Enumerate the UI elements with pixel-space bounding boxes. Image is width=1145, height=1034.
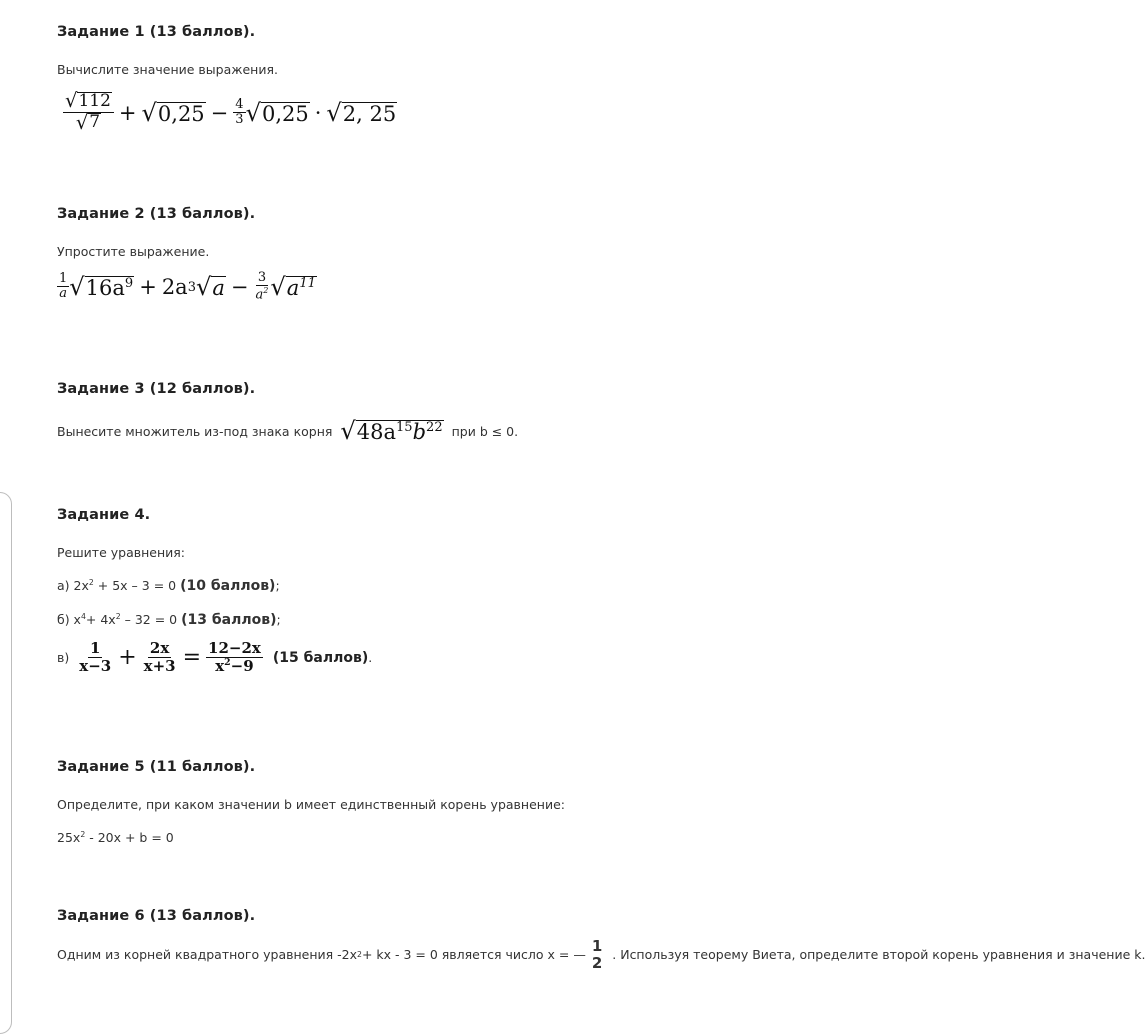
task-6-heading: Задание 6 (13 баллов). xyxy=(57,908,256,924)
task-5-equation: $25x^2 - 20x + b = 0$ xyxy=(57,830,174,846)
task-3-body: Вынесите множитель из-под знака корня √ $48a^{15}b^{22}$ при b ≤ 0. xyxy=(57,417,519,445)
task-4-item-c: в) $\frac{1}{x-3}$ + $\frac{2x}{x+3}$ = $\frac{12-2x}{x^2-9}$ (15 баллов) . xyxy=(57,639,373,675)
task-6-body: Одним из корней квадратного уравнения -2x 2 + kx - 3 = 0 является число x = — 1 2 . Используя теорему Виета, определите второй корень уравнения и значение k. xyxy=(57,937,1145,972)
task-1-instruction: Вычислите значение выражения. xyxy=(57,62,278,77)
task-4-item-a: а) $2x^2 + 5x - 3 = 0$ (10 баллов); xyxy=(57,578,280,595)
task-6 xyxy=(57,908,1145,972)
task-4-instruction: Решите уравнения: xyxy=(57,545,185,560)
task-2-instruction: Упростите выражение. xyxy=(57,244,210,259)
task-2 xyxy=(57,206,317,304)
task-1 xyxy=(57,24,397,134)
panel-border xyxy=(0,492,12,1034)
task-2-heading: Задание 2 (13 баллов). xyxy=(57,206,256,222)
task-4 xyxy=(57,507,372,675)
task-2-expression: $\frac{1}{a}$ √ $16a^9$ + 2a 3 √ a − $\frac{3}{a^2}$ √ $a^{11}$ xyxy=(59,270,316,303)
task-3-radical: √ $48a^{15}b^{22}$ xyxy=(340,417,443,445)
task-1-heading: Задание 1 (13 баллов). xyxy=(57,24,256,40)
task-1-expression: √ 112 √ 7 + √ 0,25 − $\frac{4}{3}$ √ 0,25 · √ 2, 25 xyxy=(65,89,397,134)
task-4-item-b: б) $x^4+ 4x^2 - 32 = 0$ (13 баллов); xyxy=(57,612,281,629)
task-5 xyxy=(57,759,565,845)
task-3-heading: Задание 3 (12 баллов). xyxy=(57,381,256,397)
task-5-heading: Задание 5 (11 баллов). xyxy=(57,759,256,775)
task-4-heading: Задание 4. xyxy=(57,507,151,523)
task-5-instruction: Определите, при каком значении b имеет единственный корень уравнение: xyxy=(57,797,565,812)
task-3 xyxy=(57,381,518,443)
